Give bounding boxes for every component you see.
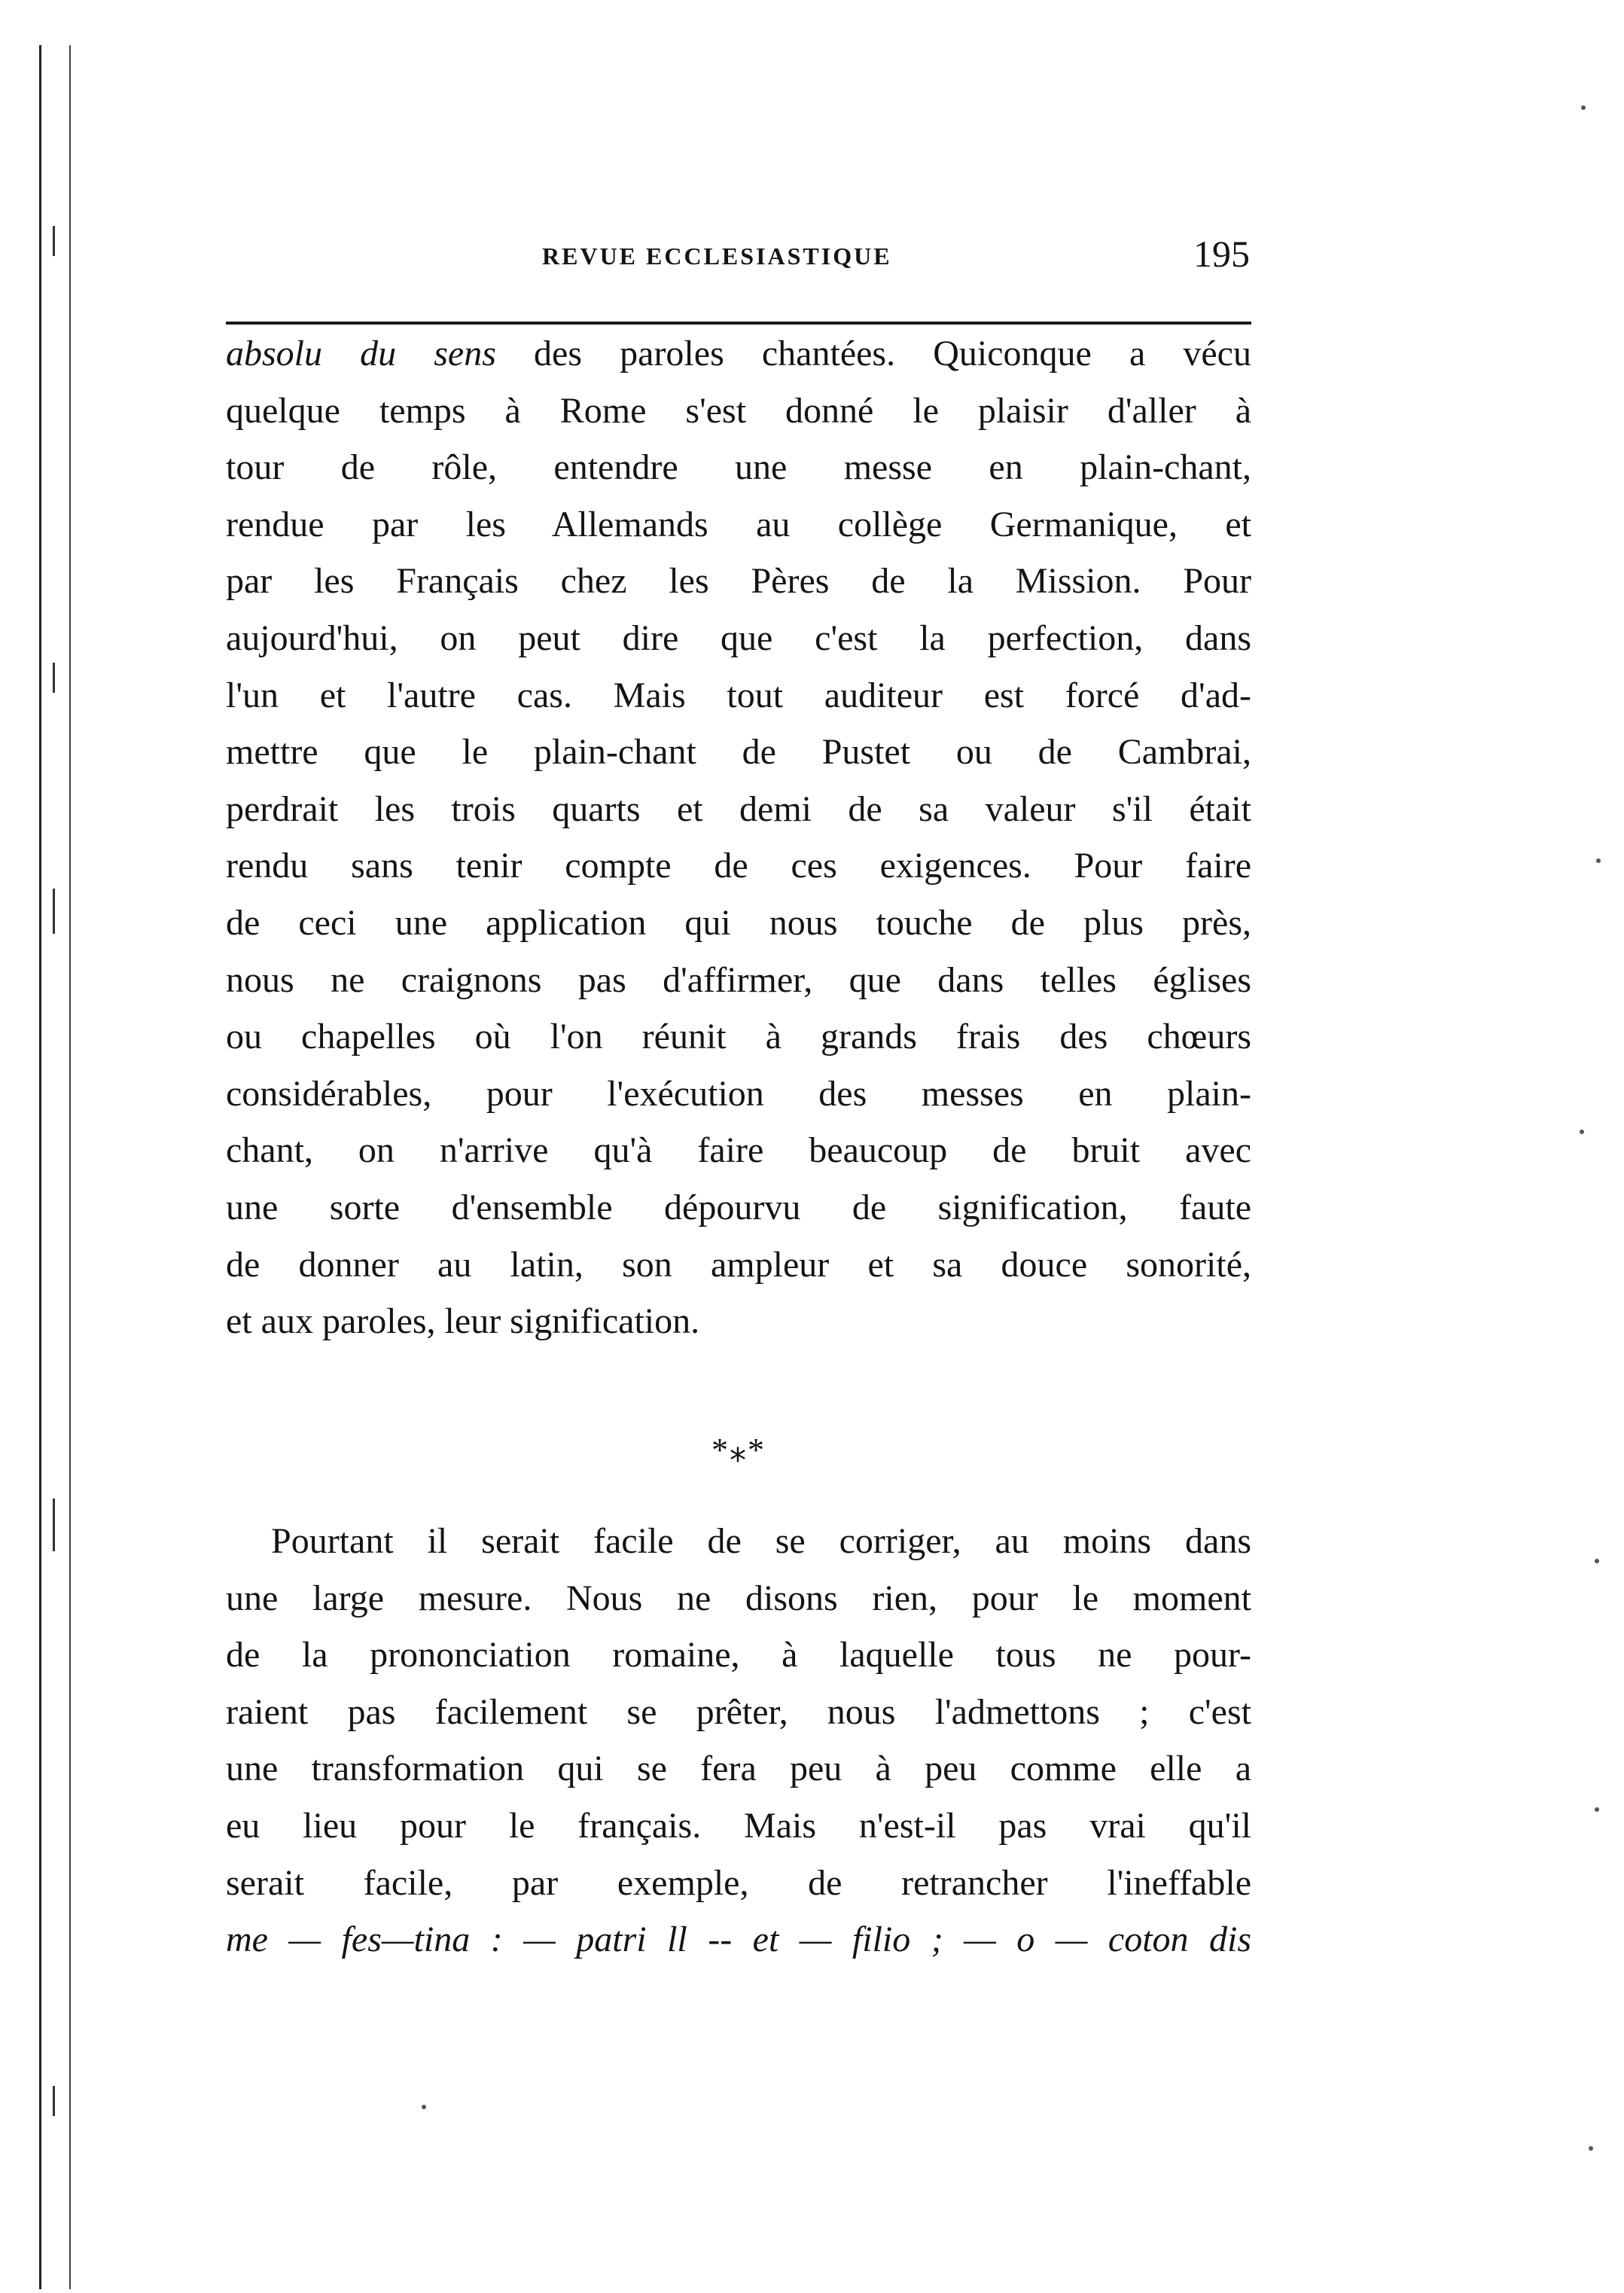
italic-phrase: absolu du sens [226, 334, 496, 374]
binding-edge-line [39, 45, 41, 2289]
text-line: et aux paroles, leur signification. [226, 1301, 700, 1342]
text-line: ou chapelles où l'on réunit à grands frais des chœurs [226, 1017, 1251, 1057]
text-line: me — fes—tina : — patri ll -- et — filio ; — o — coton dis [226, 1919, 1251, 1960]
text-line: de la prononciation romaine, à laquelle tous ne pour- [226, 1635, 1251, 1676]
scan-speck [1580, 1130, 1584, 1134]
text-line: rendu sans tenir compte de ces exigences. Pour faire [226, 846, 1251, 886]
scan-speck [1595, 1807, 1599, 1812]
binding-edge-line [69, 45, 71, 2289]
text-line: nous ne craignons pas d'affirmer, que dans telles églises [226, 959, 1251, 1000]
binding-mark [53, 1499, 75, 1551]
text-line: aujourd'hui, on peut dire que c'est la perfection, dans [226, 617, 1251, 658]
text-line: perdrait les trois quarts et demi de sa valeur s'il était [226, 788, 1251, 829]
scan-speck [1589, 2146, 1593, 2151]
text-line: serait facile, par exemple, de retrancher l'ineffable [226, 1862, 1251, 1903]
header-rule [226, 322, 1251, 325]
text-line: mettre que le plain-chant de Pustet ou de Cambrai, [226, 732, 1251, 773]
text-line: par les Français chez les Pères de la Mission. Pour [226, 561, 1251, 602]
text-line: une large mesure. Nous ne disons rien, pour le moment [226, 1578, 1251, 1618]
text-line: considérables, pour l'exécution des messes en plain- [226, 1073, 1251, 1114]
text-line: rendue par les Allemands au collège Germanique, et [226, 504, 1251, 544]
text-line: quelque temps à Rome s'est donné le plaisir d'aller à [226, 390, 1251, 431]
paragraph-1 [226, 325, 1251, 1350]
running-title: REVUE ECCLESIASTIQUE [542, 242, 892, 270]
text-line: de donner au latin, son ampleur et sa douce sonorité, [226, 1244, 1251, 1285]
binding-mark [53, 889, 75, 934]
section-separator: *⁎* [711, 1432, 766, 1468]
page-number: 195 [1193, 233, 1250, 275]
text-line [226, 325, 1251, 383]
binding-mark [53, 226, 75, 256]
text-line: raient pas facilement se prêter, nous l'admettons ; c'est [226, 1691, 1251, 1732]
scan-speck [422, 2105, 426, 2109]
text-line: Pourtant il serait facile de se corriger, au moins dans [271, 1521, 1251, 1561]
scan-speck [1581, 105, 1586, 110]
text-line: l'un et l'autre cas. Mais tout auditeur est forcé d'ad- [226, 675, 1251, 715]
text-line: une transformation qui se fera peu à peu comme elle a [226, 1749, 1251, 1789]
text-run: des paroles chantées. Quiconque a vécu [495, 334, 1251, 374]
text-line: chant, on n'arrive qu'à faire beaucoup de bruit avec [226, 1130, 1251, 1171]
text-line: une sorte d'ensemble dépourvu de signification, faute [226, 1187, 1251, 1227]
scan-speck [1596, 858, 1601, 863]
text-line: eu lieu pour le français. Mais n'est-il pas vrai qu'il [226, 1805, 1251, 1846]
binding-mark [53, 663, 75, 693]
running-header [226, 226, 1250, 286]
paragraph-2 [226, 1513, 1251, 1968]
scan-speck [1595, 1559, 1599, 1563]
text-line: tour de rôle, entendre une messe en plain-chant, [226, 447, 1251, 488]
binding-mark [53, 2086, 75, 2116]
text-line: de ceci une application qui nous touche de plus près, [226, 902, 1251, 943]
